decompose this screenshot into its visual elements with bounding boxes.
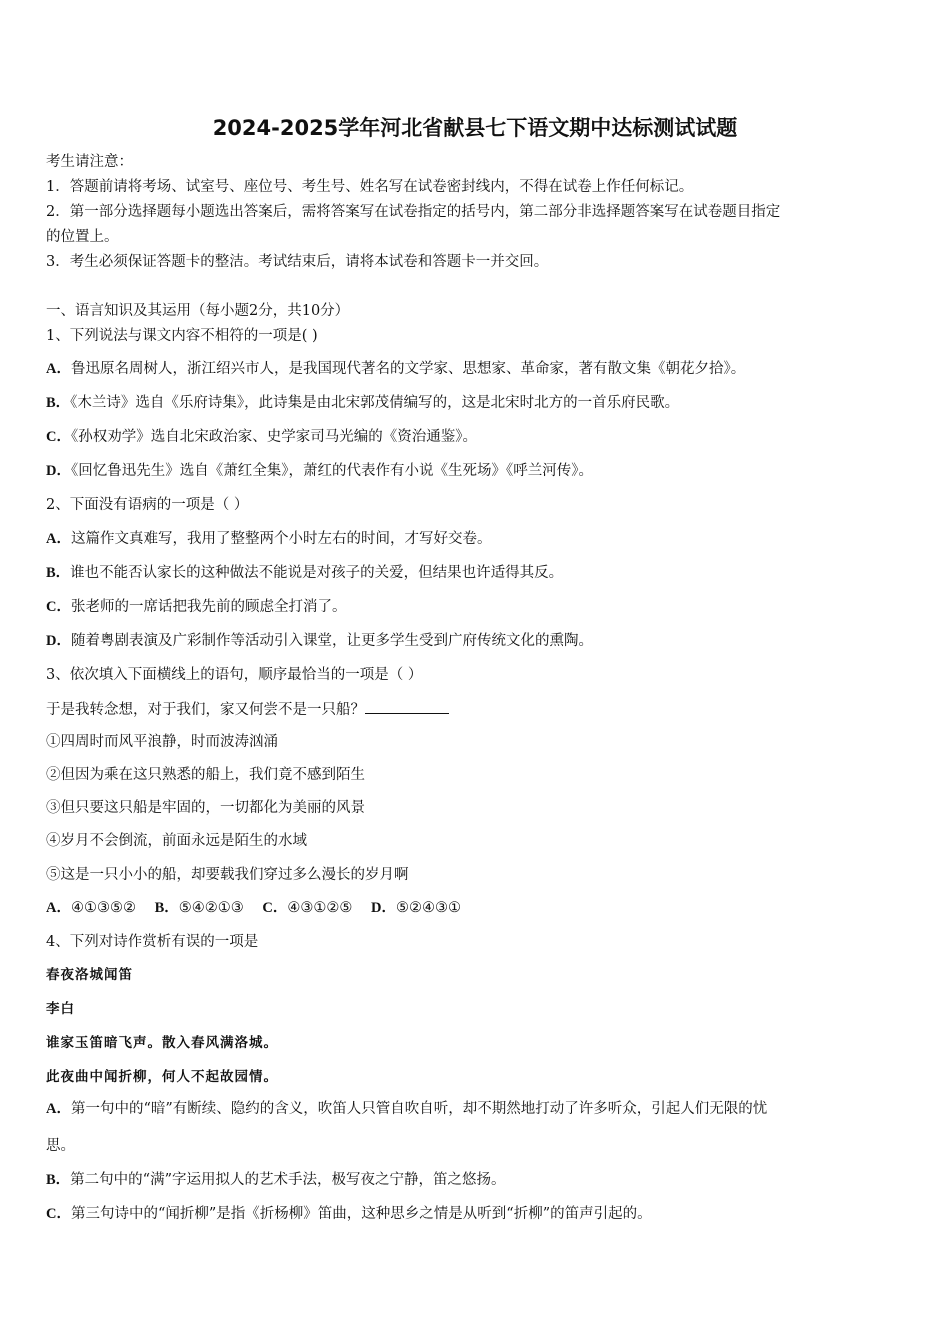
option-text: 第二句中的“满”字运用拟人的艺术手法，极写夜之宁静，笛之悠扬。 xyxy=(70,1172,506,1188)
fill-blank xyxy=(365,699,449,714)
option-letter: B． xyxy=(46,395,71,411)
option-letter: A． xyxy=(46,1101,71,1117)
q4-option-b xyxy=(46,1170,906,1190)
poem-title: 春夜洛城闻笛 xyxy=(46,967,133,983)
choice-letter: A． xyxy=(46,900,71,916)
option-letter: D． xyxy=(46,463,71,479)
option-text: 《木兰诗》选自《乐府诗集》，此诗集是由北宋郭茂倩编写的，这是北宋时北方的一首乐府民歌。 xyxy=(70,395,680,411)
poem-author: 李白 xyxy=(46,1001,75,1017)
question-4-stem: 4、下列对诗作赏析有误的一项是 xyxy=(46,934,259,950)
q3-sentence-5: ⑤这是一只小小的船，却要载我们穿过多么漫长的岁月啊 xyxy=(46,867,409,883)
q2-option-c xyxy=(46,597,906,617)
poem-line-2: 此夜曲中闻折柳，何人不起故园情。 xyxy=(46,1069,278,1085)
q2-option-b xyxy=(46,563,906,583)
option-text: 第三句诗中的“闻折柳”是指《折杨柳》笛曲，这种思乡之情是从听到“折柳”的笛声引起的。 xyxy=(70,1206,652,1222)
option-letter: C． xyxy=(46,429,71,445)
q2-option-a xyxy=(46,529,906,549)
q3-sentence-1: ①四周时而风平浪静，时而波涛汹涌 xyxy=(46,734,278,750)
option-text: 鲁迅原名周树人，浙江绍兴市人，是我国现代著名的文学家、思想家、革命家，著有散文集《朝花夕拾》。 xyxy=(70,361,746,377)
option-letter: A． xyxy=(46,531,71,547)
notice-item-2: 2．第一部分选择题每小题选出答案后，需将答案写在试卷指定的括号内，第二部分非选择题答案写在试卷题目指定 xyxy=(46,204,781,220)
q4-option-c xyxy=(46,1204,906,1224)
option-text: 张老师的一席话把我先前的顾虑全打消了。 xyxy=(70,599,347,615)
notice-item-2-cont: 的位置上。 xyxy=(46,229,119,245)
option-letter: C． xyxy=(46,1206,71,1222)
option-text: 第一句中的“暗”有断续、隐约的含义，吹笛人只管自吹自听，却不期然地打动了许多听众，引起人们无限的忧 xyxy=(70,1101,768,1117)
choice-text: ④③①②⑤ xyxy=(287,900,353,916)
q4-option-a-cont: 思。 xyxy=(46,1138,75,1154)
section-heading: 一、语言知识及其运用（每小题2分，共10分） xyxy=(46,303,350,319)
q3-lead-text: 于是我转念想，对于我们，家又何尝不是一只船？ xyxy=(46,702,365,718)
option-letter: B． xyxy=(46,1172,71,1188)
notice-heading: 考生请注意： xyxy=(46,154,133,170)
q3-sentence-4: ④岁月不会倒流，前面永远是陌生的水域 xyxy=(46,833,307,849)
option-text: 谁也不能否认家长的这种做法不能说是对孩子的关爱，但结果也许适得其反。 xyxy=(70,565,564,581)
option-letter: B． xyxy=(46,565,71,581)
notice-item-1: 1．答题前请将考场、试室号、座位号、考生号、姓名写在试卷密封线内，不得在试卷上作任何标记。 xyxy=(46,179,694,195)
choice-text: ⑤②④③① xyxy=(395,900,461,916)
q1-option-d xyxy=(46,461,906,481)
q3-sentence-2: ②但因为乘在这只熟悉的船上，我们竟不感到陌生 xyxy=(46,767,365,783)
q2-option-d xyxy=(46,631,906,651)
question-1-stem: 1、下列说法与课文内容不相符的一项是( ) xyxy=(46,328,318,344)
question-2-stem: 2、下面没有语病的一项是（ ） xyxy=(46,497,249,513)
notice-item-3: 3．考生必须保证答题卡的整洁。考试结束后，请将本试卷和答题卡一并交回。 xyxy=(46,254,549,270)
option-text: 《孙权劝学》选自北宋政治家、史学家司马光编的《资治通鉴》。 xyxy=(70,429,477,445)
choice-letter: C． xyxy=(262,900,288,916)
q1-option-c xyxy=(46,427,906,447)
q3-sentence-3: ③但只要这只船是牢固的，一切都化为美丽的风景 xyxy=(46,800,365,816)
poem-line-1: 谁家玉笛暗飞声。散入春风满洛城。 xyxy=(46,1035,278,1051)
q3-choices xyxy=(46,898,906,918)
option-text: 这篇作文真难写，我用了整整两个小时左右的时间，才写好交卷。 xyxy=(70,531,492,547)
option-text: 随着粤剧表演及广彩制作等活动引入课堂，让更多学生受到广府传统文化的熏陶。 xyxy=(70,633,593,649)
q4-option-a xyxy=(46,1099,906,1119)
choice-text: ⑤④②①③ xyxy=(178,900,244,916)
choice-text: ④①③⑤② xyxy=(70,900,136,916)
option-letter: C． xyxy=(46,599,71,615)
q3-lead xyxy=(46,699,906,720)
q1-option-a xyxy=(46,359,906,379)
q1-option-b xyxy=(46,393,906,413)
choice-letter: B． xyxy=(154,900,179,916)
option-letter: A． xyxy=(46,361,71,377)
question-3-stem: 3、依次填入下面横线上的语句，顺序最恰当的一项是（ ） xyxy=(46,667,423,683)
option-text: 《回忆鲁迅先生》选自《萧红全集》，萧红的代表作有小说《生死场》《呼兰河传》。 xyxy=(70,463,593,479)
choice-letter: D． xyxy=(370,900,396,916)
page-title: 2024-2025学年河北省献县七下语文期中达标测试试题 xyxy=(212,116,738,140)
option-letter: D． xyxy=(46,633,71,649)
